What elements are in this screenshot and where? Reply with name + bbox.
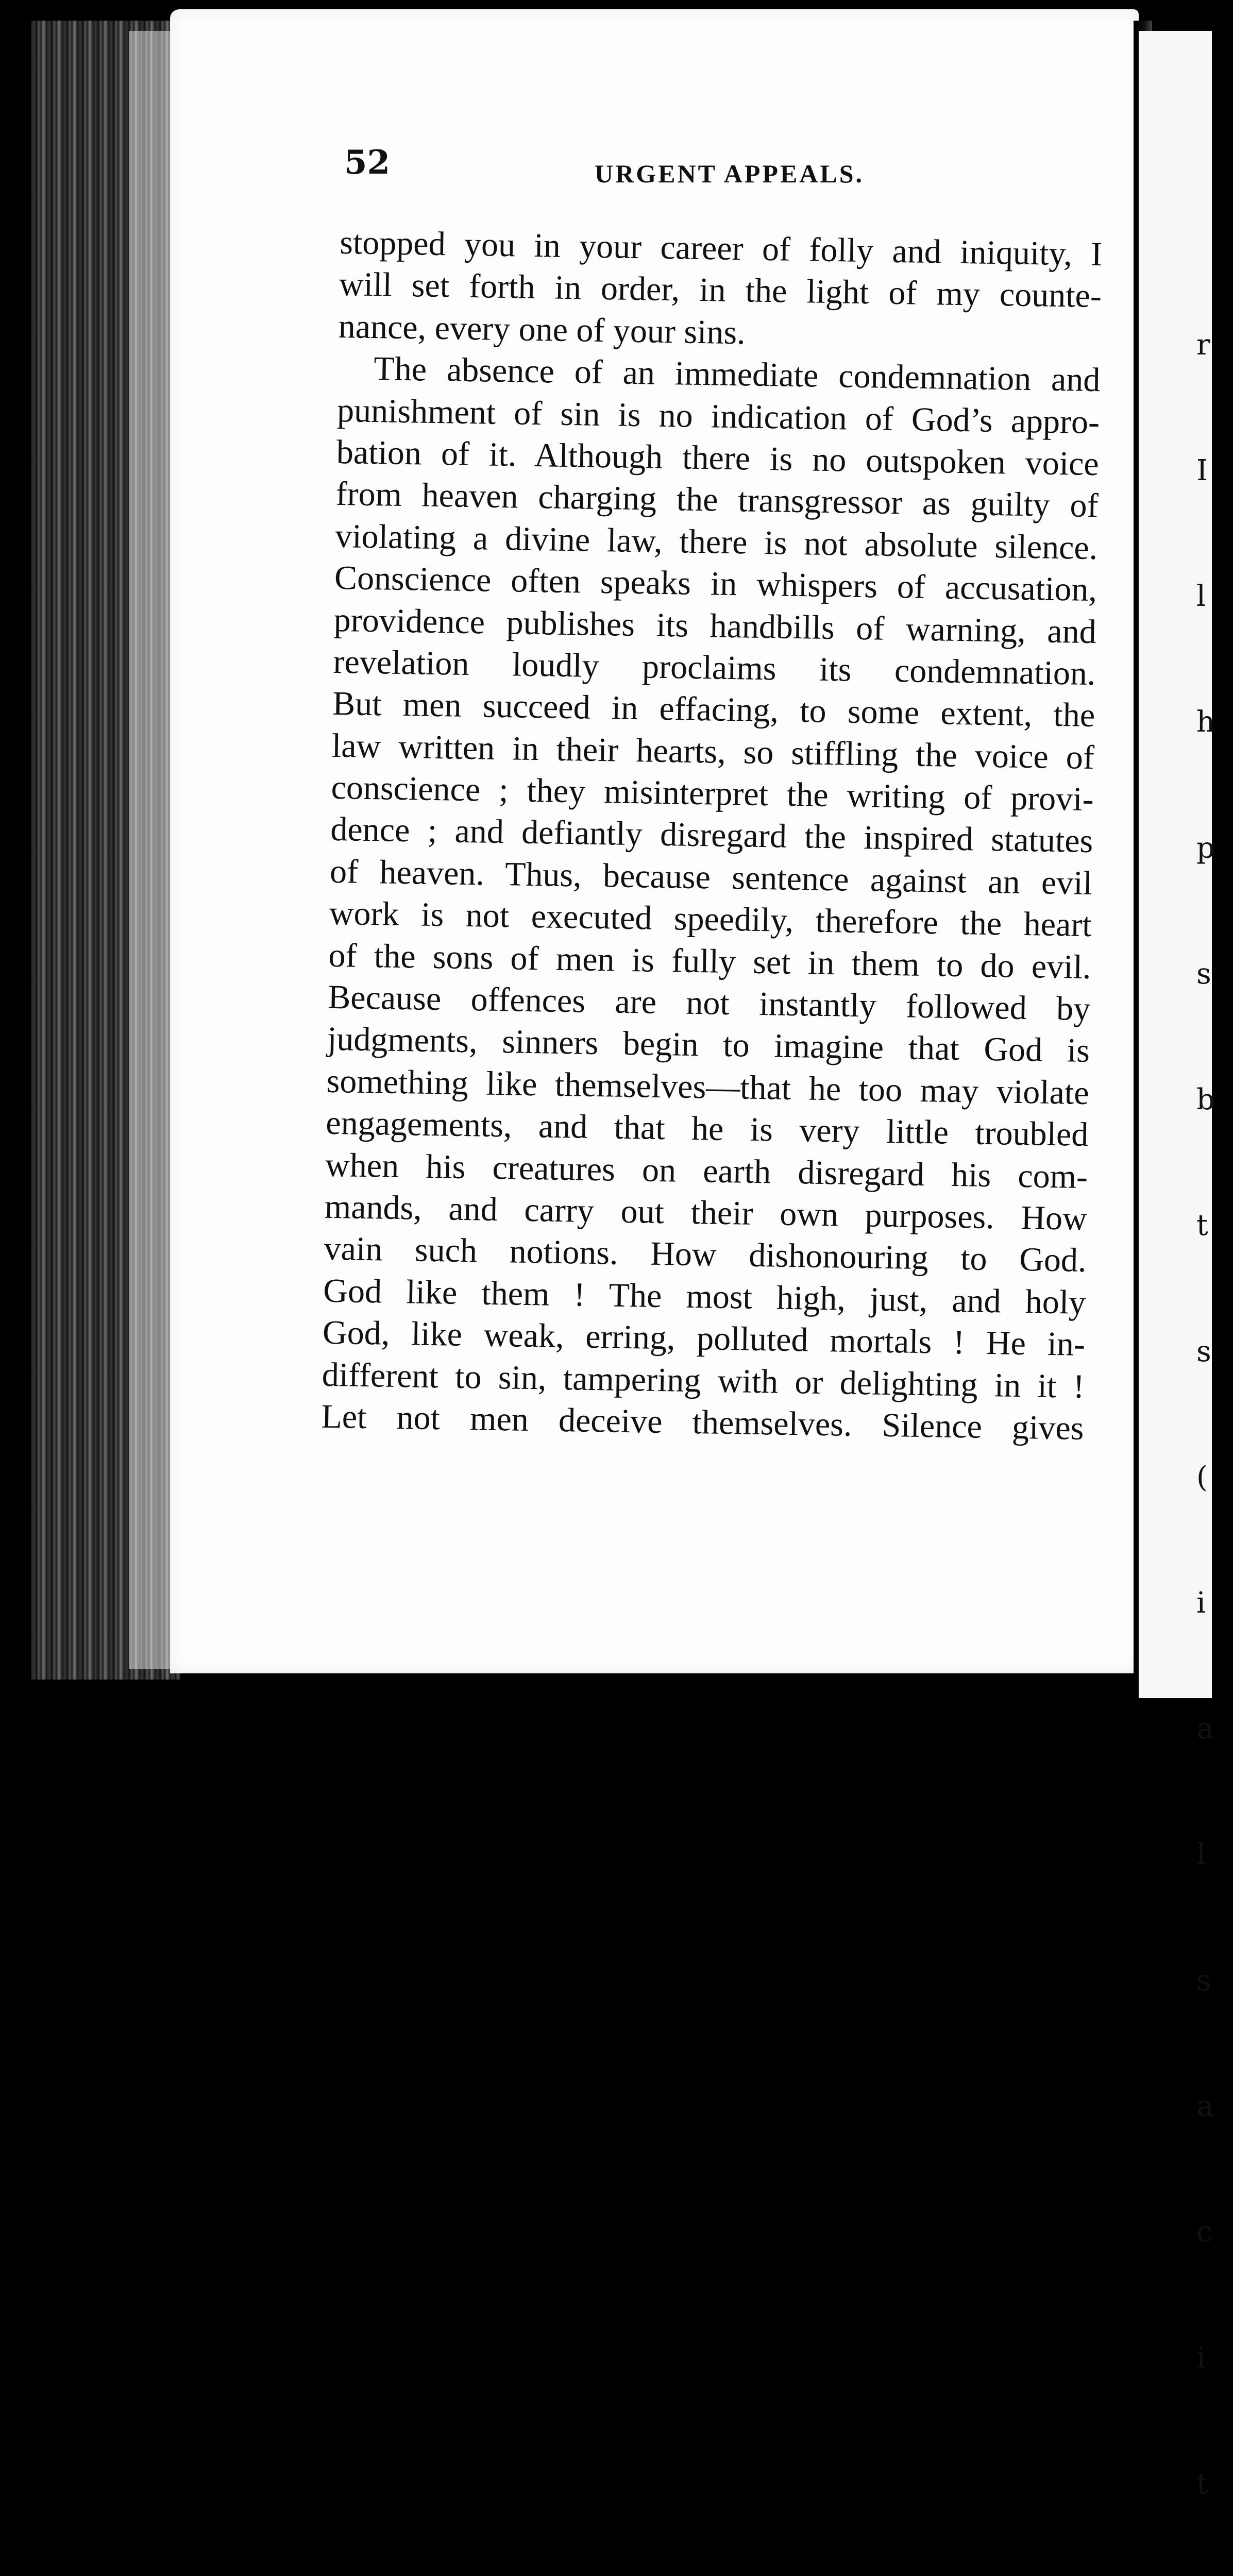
fragment-letter: I bbox=[1196, 454, 1208, 488]
text-line: stopped you in your career of folly and iniquity, I bbox=[339, 223, 1103, 274]
fragment-letter: l bbox=[1196, 580, 1206, 614]
text-line: vain such notions. How dishonouring to God. bbox=[324, 1230, 1087, 1280]
fragment-letter: p bbox=[1196, 831, 1215, 865]
body-text bbox=[321, 222, 1103, 1449]
text-line: providence publishes its handbills of warning, and bbox=[333, 601, 1097, 651]
text-line: when his creatures on earth disregard his com- bbox=[325, 1146, 1088, 1196]
page-number: 52 bbox=[344, 143, 391, 182]
text-line: something like themselves—that he too may violate bbox=[326, 1062, 1090, 1112]
text-line: judgments, sinners begin to imagine that God is bbox=[327, 1020, 1090, 1070]
text-line: dence ; and defiantly disregard the inspired statutes bbox=[330, 810, 1093, 860]
text-line: punishment of sin is no indication of God’s appro- bbox=[336, 391, 1100, 441]
fragment-letter: t bbox=[1196, 2467, 1208, 2501]
text-line: nance, every one of your sins. bbox=[338, 307, 746, 352]
fragment-letter: ( bbox=[1196, 1460, 1208, 1494]
text-line: different to sin, tampering with or delighting in it ! bbox=[322, 1355, 1085, 1405]
text-line: mands, and carry out their own purposes. How bbox=[324, 1188, 1088, 1238]
fragment-letter: t bbox=[1196, 1209, 1208, 1243]
running-head: URGENT APPEALS. bbox=[595, 159, 865, 188]
page-header bbox=[344, 143, 1117, 188]
text-line: bation of it. Although there is no outspoken voice bbox=[336, 433, 1100, 483]
text-line: will set forth in order, in the light of my counte- bbox=[339, 265, 1102, 315]
text-line: from heaven charging the transgressor as guilty of bbox=[335, 475, 1099, 525]
text-line: Let not men deceive themselves. Silence gives bbox=[320, 1397, 1084, 1447]
fragment-letter: a bbox=[1196, 2089, 1214, 2123]
text-line: work is not executed speedily, therefore the heart bbox=[329, 894, 1092, 944]
text-line: God, like weak, erring, polluted mortals ! He in- bbox=[322, 1313, 1086, 1364]
text-line: engagements, and that he is very little troubled bbox=[325, 1104, 1089, 1154]
text-line: Because offences are not instantly followed by bbox=[327, 978, 1091, 1028]
fragment-letter: a bbox=[1196, 1712, 1214, 1746]
text-line: of the sons of men is fully set in them to do evil. bbox=[328, 936, 1092, 986]
text-line: revelation loudly proclaims its condemnation. bbox=[333, 642, 1096, 693]
fragment-letter: i bbox=[1196, 2341, 1206, 2375]
fragment-letter: l bbox=[1196, 1838, 1206, 1872]
fragment-letter: b bbox=[1196, 1083, 1215, 1117]
text-line: conscience ; they misinterpret the writing of provi- bbox=[331, 768, 1094, 819]
text-line: violating a divine law, there is not absolute silence. bbox=[334, 517, 1098, 567]
text-line: Conscience often speaks in whispers of accusation, bbox=[334, 559, 1097, 609]
next-page-fragment bbox=[1196, 240, 1217, 2576]
fragment-letter: h bbox=[1196, 705, 1215, 739]
fragment-letter: s bbox=[1196, 1963, 1211, 1997]
fragment-letter: c bbox=[1196, 2215, 1213, 2249]
fragment-letter: r bbox=[1196, 328, 1210, 362]
fragment-letter: s bbox=[1196, 1334, 1211, 1368]
text-line: law written in their hearts, so stiffling the voice of bbox=[331, 726, 1095, 776]
fragment-letter: s bbox=[1196, 957, 1211, 991]
text-line: of heaven. Thus, because sentence against an evil bbox=[329, 852, 1093, 902]
fragment-letter: i bbox=[1196, 1586, 1206, 1620]
text-line: The absence of an immediate condemnation and bbox=[373, 350, 1101, 399]
text-line: God like them ! The most high, just, and holy bbox=[323, 1272, 1086, 1321]
text-line: But men succeed in effacing, to some extent, the bbox=[332, 685, 1095, 735]
